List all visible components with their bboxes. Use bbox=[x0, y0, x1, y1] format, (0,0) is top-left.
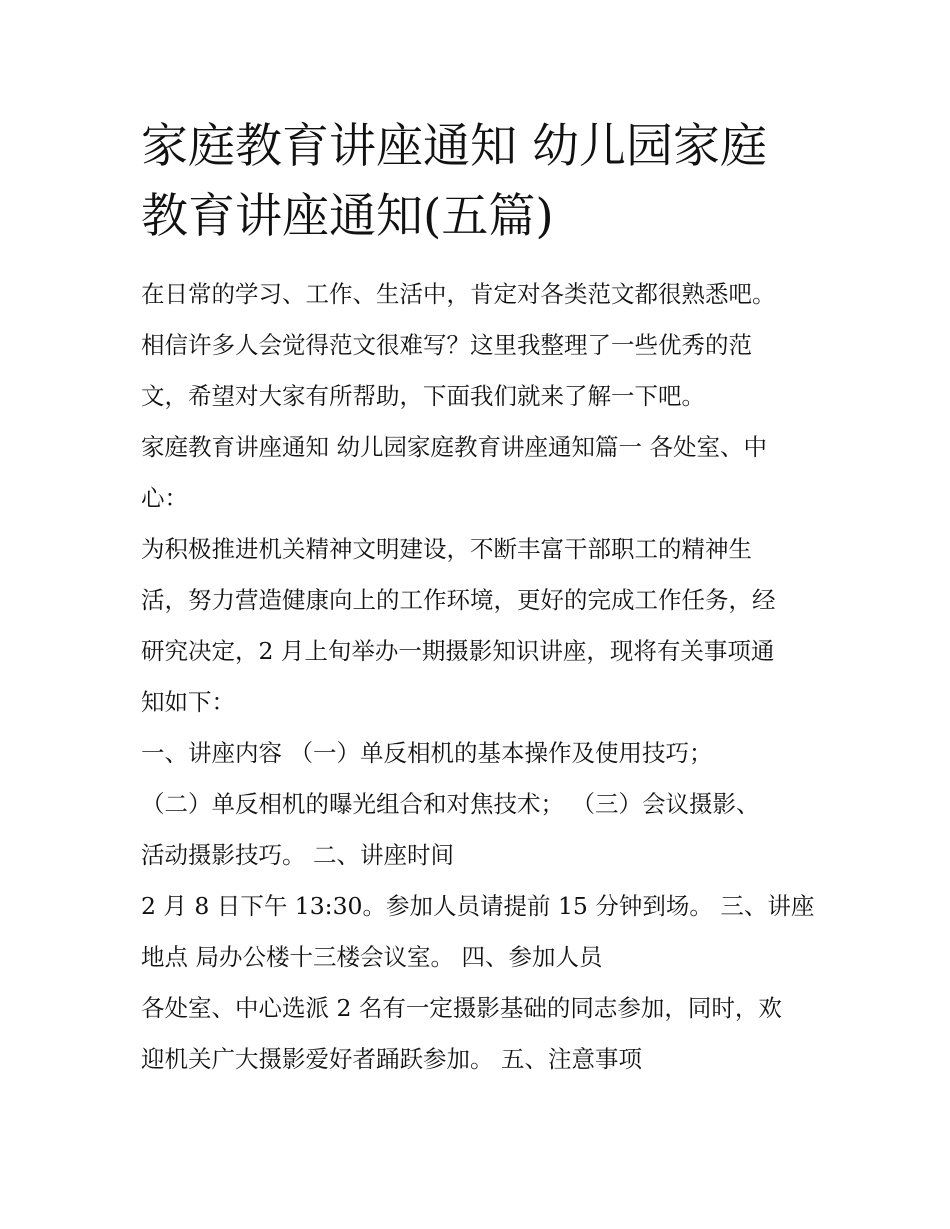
body-line: 在日常的学习、工作、生活中，肯定对各类范文都很熟悉吧。 bbox=[141, 280, 776, 308]
body-line: 心： bbox=[141, 484, 188, 512]
body-line: 各处室、中心选派 2 名有一定摄影基础的同志参加，同时，欢 bbox=[141, 994, 782, 1022]
body-line: （二）单反相机的曝光组合和对焦技术； （三）会议摄影、 bbox=[141, 790, 760, 818]
body-line: 活，努力营造健康向上的工作环境，更好的完成工作任务，经 bbox=[141, 586, 776, 614]
body-line: 知如下： bbox=[141, 688, 235, 716]
document-content bbox=[141, 112, 821, 1085]
body-line: 为积极推进机关精神文明建设，不断丰富干部职工的精神生 bbox=[141, 535, 752, 563]
body-line: 家庭教育讲座通知 幼儿园家庭教育讲座通知篇一 各处室、中 bbox=[141, 433, 767, 461]
title-line: 家庭教育讲座通知 幼儿园家庭 bbox=[141, 119, 767, 174]
body-line: 相信许多人会觉得范文很难写？这里我整理了一些优秀的范 bbox=[141, 331, 752, 359]
document-title bbox=[141, 112, 821, 252]
body-line: 文，希望对大家有所帮助，下面我们就来了解一下吧。 bbox=[141, 382, 705, 410]
title-line: 教育讲座通知(五篇) bbox=[141, 189, 554, 244]
body-line: 一、讲座内容 （一）单反相机的基本操作及使用技巧； bbox=[141, 739, 713, 767]
body-line: 研究决定，2 月上旬举办一期摄影知识讲座，现将有关事项通 bbox=[141, 637, 775, 665]
body-line: 2 月 8 日下午 13:30。参加人员请提前 15 分钟到场。 三、讲座 bbox=[141, 892, 815, 920]
body-line: 迎机关广大摄影爱好者踊跃参加。 五、注意事项 bbox=[141, 1045, 642, 1073]
body-line: 活动摄影技巧。 二、讲座时间 bbox=[141, 841, 454, 869]
document-body bbox=[141, 269, 821, 1085]
body-line: 地点 局办公楼十三楼会议室。 四、参加人员 bbox=[141, 943, 603, 971]
